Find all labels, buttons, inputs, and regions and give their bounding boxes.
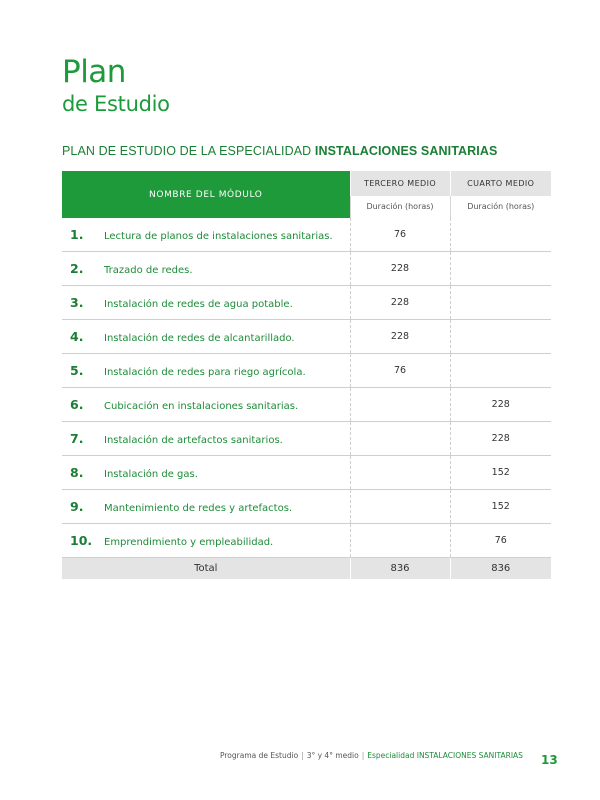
module-number: 10. [70, 533, 93, 548]
table-row [62, 354, 551, 388]
module-cell [62, 524, 350, 558]
module-cell [62, 218, 350, 252]
table-row [62, 388, 551, 422]
module-name: Lectura de planos de instalaciones sanitarias. [104, 231, 333, 242]
module-name: Instalación de redes de alcantarillado. [104, 333, 295, 344]
tercero-hours: 228 [350, 252, 450, 286]
cuarto-hours [450, 252, 551, 286]
module-name: Instalación de redes de agua potable. [104, 299, 293, 310]
total-tercero: 836 [350, 558, 450, 580]
cuarto-hours: 228 [450, 388, 551, 422]
tercero-hours: 76 [350, 218, 450, 252]
tercero-hours [350, 490, 450, 524]
tercero-hours [350, 456, 450, 490]
tercero-hours: 228 [350, 320, 450, 354]
page-footer: Programa de Estudio | 3° y 4° medio | Especialidad INSTALACIONES SANITARIAS [220, 751, 523, 760]
total-row [62, 558, 551, 580]
total-label: Total [62, 558, 350, 580]
table-row [62, 286, 551, 320]
module-number: 2. [70, 261, 84, 276]
footer-levels: 3° y 4° medio [306, 751, 359, 760]
table-row [62, 252, 551, 286]
module-number: 8. [70, 465, 84, 480]
cuarto-medio-header: CUARTO MEDIO [450, 171, 551, 196]
module-name: Instalación de redes para riego agrícola. [104, 367, 306, 378]
module-number: 5. [70, 363, 84, 378]
tercero-duration-label: Duración (horas) [350, 196, 450, 218]
module-cell [62, 490, 350, 524]
study-plan-table [62, 171, 551, 579]
table-row [62, 490, 551, 524]
page-subtitle: de Estudio [62, 92, 170, 116]
section-title-specialty: INSTALACIONES SANITARIAS [314, 144, 498, 158]
module-number: 4. [70, 329, 84, 344]
cuarto-hours: 152 [450, 456, 551, 490]
module-name: Trazado de redes. [104, 265, 193, 276]
module-name: Instalación de gas. [104, 469, 198, 480]
module-cell [62, 456, 350, 490]
module-number: 9. [70, 499, 84, 514]
page-number: 13 [541, 753, 558, 767]
cuarto-hours: 152 [450, 490, 551, 524]
cuarto-hours [450, 354, 551, 388]
module-name-header: NOMBRE DEL MÓDULO [62, 171, 350, 218]
module-cell [62, 286, 350, 320]
module-name: Mantenimiento de redes y artefactos. [104, 503, 293, 514]
tercero-medio-header: TERCERO MEDIO [350, 171, 450, 196]
footer-program: Programa de Estudio [220, 751, 299, 760]
tercero-hours: 76 [350, 354, 450, 388]
module-name: Emprendimiento y empleabilidad. [104, 537, 274, 548]
table-row [62, 422, 551, 456]
module-number: 3. [70, 295, 84, 310]
module-number: 1. [70, 227, 84, 242]
table-row [62, 524, 551, 558]
table-row [62, 320, 551, 354]
module-cell [62, 354, 350, 388]
tercero-hours [350, 524, 450, 558]
total-cuarto: 836 [450, 558, 551, 580]
tercero-hours [350, 388, 450, 422]
module-name: Cubicación en instalaciones sanitarias. [104, 401, 299, 412]
module-cell [62, 422, 350, 456]
module-cell [62, 388, 350, 422]
cuarto-hours: 76 [450, 524, 551, 558]
footer-specialty: Especialidad INSTALACIONES SANITARIAS [367, 751, 523, 760]
section-title [62, 144, 497, 158]
tercero-hours [350, 422, 450, 456]
cuarto-hours [450, 218, 551, 252]
tercero-hours: 228 [350, 286, 450, 320]
module-number: 7. [70, 431, 84, 446]
cuarto-duration-label: Duración (horas) [450, 196, 551, 218]
cuarto-hours [450, 286, 551, 320]
module-cell [62, 320, 350, 354]
module-name: Instalación de artefactos sanitarios. [104, 435, 283, 446]
section-title-prefix: PLAN DE ESTUDIO DE LA ESPECIALIDAD [62, 144, 312, 158]
module-cell [62, 252, 350, 286]
cuarto-hours: 228 [450, 422, 551, 456]
cuarto-hours [450, 320, 551, 354]
table-row [62, 218, 551, 252]
table-row [62, 456, 551, 490]
module-number: 6. [70, 397, 84, 412]
page-title: Plan [62, 54, 126, 90]
